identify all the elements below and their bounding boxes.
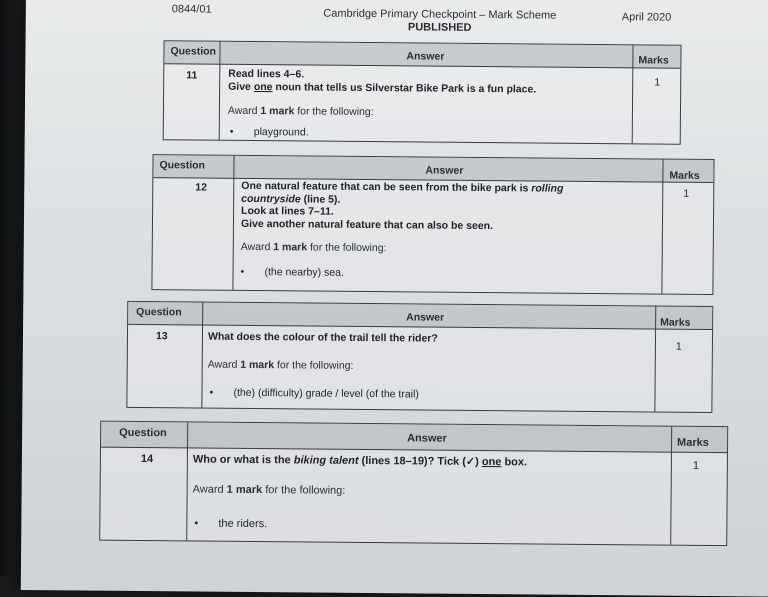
question-12-table — [151, 154, 714, 295]
award-text: Award 1 mark for the following: — [207, 358, 354, 372]
model-answer: playground. — [253, 125, 309, 139]
question-14-table — [99, 421, 728, 546]
award-text: Award 1 mark for the following: — [192, 483, 346, 497]
question-text — [193, 453, 527, 468]
question-line: Give another natural feature that can also be seen. — [240, 217, 494, 232]
bullet-icon: • — [194, 517, 199, 530]
question-line: (line 5). — [300, 192, 341, 206]
quoted-phrase: countryside — [241, 192, 301, 205]
answer-header: Answer — [425, 164, 464, 177]
question-line: What does the colour of the trail tell the rider? — [207, 330, 438, 345]
marks-header: Marks — [669, 169, 700, 182]
award-text: Award 1 mark for the following: — [227, 104, 374, 119]
quoted-phrase: biking talent — [293, 454, 359, 467]
question-line: noun that tells us Silverstar Bike Park is a fun place. — [272, 80, 537, 95]
question-header: Question — [119, 426, 167, 440]
question-number: 14 — [140, 453, 154, 466]
exam-date: April 2020 — [621, 11, 672, 24]
question-header: Question — [159, 159, 206, 172]
question-line: Who or what is the — [192, 453, 294, 467]
marks-header: Marks — [677, 436, 709, 449]
emphasis-one: one — [481, 455, 502, 469]
answer-header: Answer — [406, 50, 445, 63]
page-title — [310, 7, 570, 35]
published-label: PUBLISHED — [407, 21, 472, 34]
bullet-icon: • — [240, 265, 245, 278]
question-header: Question — [136, 305, 182, 319]
marks-header: Marks — [660, 316, 691, 329]
marks-value: 1 — [683, 187, 690, 200]
marks-header: Marks — [638, 54, 669, 67]
bullet-icon: • — [209, 386, 214, 399]
quoted-phrase: rolling — [531, 182, 564, 195]
question-line: box. — [501, 456, 528, 469]
question-13-table — [126, 301, 713, 413]
question-11-table — [163, 40, 682, 145]
page-title-text: Cambridge Primary Checkpoint – Mark Scheme — [323, 7, 557, 22]
question-number: 13 — [155, 330, 168, 343]
question-text — [208, 331, 438, 346]
paper-code: 0844/01 — [171, 3, 212, 16]
question-header: Question — [170, 45, 217, 58]
question-text — [241, 180, 564, 233]
mark-scheme-page — [21, 0, 768, 597]
question-line: (lines 18–19)? Tick (✓) — [358, 454, 482, 468]
answer-header: Answer — [407, 432, 447, 445]
question-text — [228, 68, 536, 96]
question-line: Look at lines 7–11. — [241, 204, 334, 218]
marks-value: 1 — [675, 340, 682, 353]
question-line: Read lines 4–6. — [228, 67, 305, 81]
marks-value: 1 — [692, 459, 700, 472]
model-answer: the riders. — [218, 517, 268, 531]
question-line: One natural feature that can be seen from the bike park is — [241, 179, 532, 195]
answer-header: Answer — [406, 311, 445, 324]
marks-value: 1 — [654, 76, 661, 89]
emphasis-one: one — [253, 80, 273, 93]
question-number: 12 — [195, 181, 208, 194]
model-answer: (the nearby) sea. — [264, 266, 344, 279]
award-text: Award 1 mark for the following: — [240, 240, 387, 255]
question-line: Give — [228, 80, 254, 93]
model-answer: (the) (difficulty) grade / level (of the trail) — [233, 386, 419, 401]
bullet-icon: • — [229, 125, 234, 138]
question-number: 11 — [186, 69, 198, 82]
